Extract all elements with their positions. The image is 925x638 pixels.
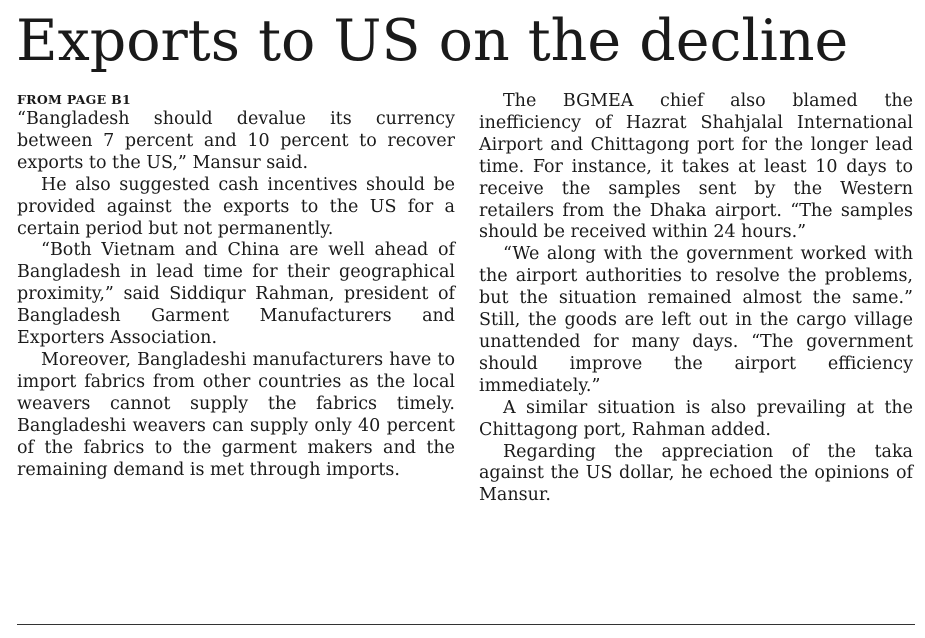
paragraph: The BGMEA chief also blamed the inefficiency of Hazrat Shahjalal International Airport and Chittagong port for the longer lead time. For instance, it takes at least 10 days to receive the samples sent by the Western retailers from the Dhaka airport. “The samples should be received within 24 hours.” bbox=[479, 91, 913, 243]
bottom-rule bbox=[17, 624, 915, 625]
paragraph: Moreover, Bangladeshi manufacturers have to import fabrics from other countries as the local weavers cannot supply the fabrics timely. Bangladeshi weavers can supply only 40 percent of the fabrics to the garment makers and the remaining demand is met through imports. bbox=[17, 349, 455, 480]
paragraph: A similar situation is also prevailing at the Chittagong port, Rahman added. bbox=[479, 397, 913, 440]
article-column-right bbox=[479, 91, 913, 507]
headline: Exports to US on the decline bbox=[16, 8, 849, 74]
article-column-left bbox=[17, 92, 455, 481]
paragraph: He also suggested cash incentives should be provided against the exports to the US for a certain period but not permanently. bbox=[17, 174, 455, 239]
paragraph: “Both Vietnam and China are well ahead of Bangladesh in lead time for their geographical proximity,” said Siddiqur Rahman, president of Bangladesh Garment Manufacturers and Exporters Association. bbox=[17, 240, 455, 349]
continuation-kicker: FROM PAGE B1 bbox=[17, 92, 131, 107]
paragraph: “Bangladesh should devalue its currency between 7 percent and 10 percent to recover exports to the US,” Mansur said. bbox=[17, 109, 455, 173]
paragraph: Regarding the appreciation of the taka against the US dollar, he echoed the opinions of Mansur. bbox=[479, 441, 913, 506]
paragraph: “We along with the government worked with the airport authorities to resolve the problems, but the situation remained almost the same.” Still, the goods are left out in the cargo village unattended for many days. “The government should improve the airport efficiency immediately.” bbox=[479, 244, 913, 396]
